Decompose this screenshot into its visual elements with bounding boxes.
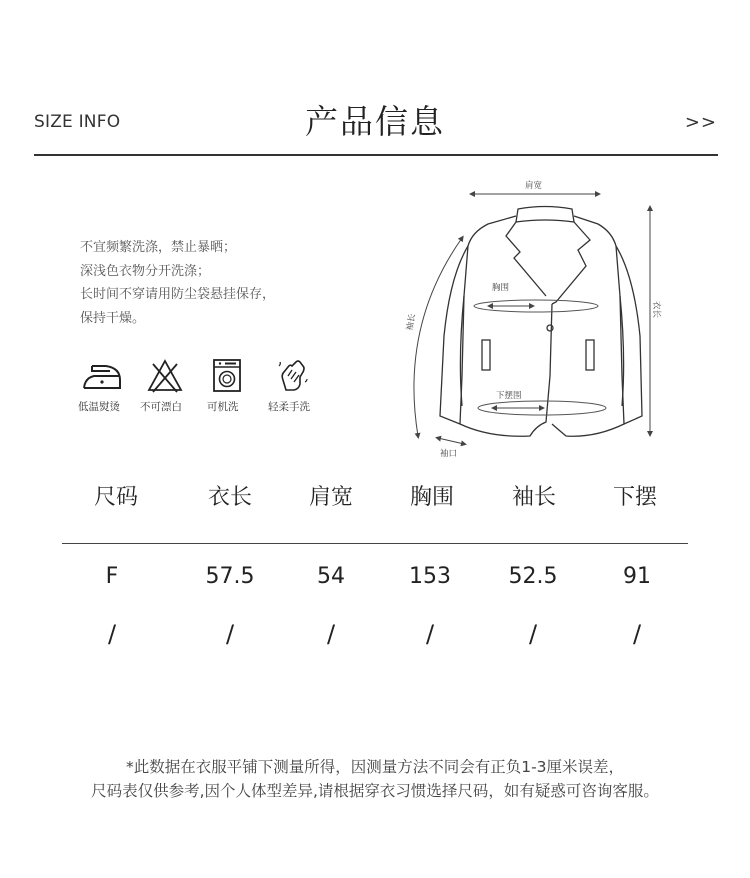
table-cell: F xyxy=(105,564,119,589)
size-info-label: SIZE INFO xyxy=(34,112,121,132)
column-header-chest: 胸围 xyxy=(409,485,454,510)
column-header-size: 尺码 xyxy=(93,485,138,510)
cuff-arrow xyxy=(438,438,464,444)
page-title: 产品信息 xyxy=(305,102,445,141)
table-cell: / xyxy=(632,620,642,648)
length-label: 衣长 xyxy=(651,301,661,319)
header-divider xyxy=(34,154,718,156)
table-cell: / xyxy=(326,620,336,648)
care-line: 保持干燥。 xyxy=(80,310,146,326)
no-bleach-icon xyxy=(146,358,184,394)
table-divider xyxy=(62,543,688,544)
column-header-length: 衣长 xyxy=(207,485,252,510)
shoulder-label: 肩宽 xyxy=(525,181,543,191)
size-reference-note: 尺码表仅供参考,因个人体型差异,请根据穿衣习惯选择尺码，如有疑惑可咨询客服。 xyxy=(91,782,659,800)
machine-wash-icon xyxy=(211,358,243,394)
sleeve-label: 袖长 xyxy=(405,313,418,332)
column-header-hem: 下摆 xyxy=(612,485,657,510)
table-cell: 54 xyxy=(317,564,345,589)
table-cell: / xyxy=(225,620,235,648)
care-icon-label: 轻柔手洗 xyxy=(268,401,310,413)
care-instructions xyxy=(80,236,275,330)
gentle-hand-wash-icon xyxy=(274,358,310,394)
column-header-sleeve: 袖长 xyxy=(511,485,556,510)
chest-label: 胸围 xyxy=(492,283,510,293)
hem-label: 下摆围 xyxy=(496,391,522,401)
table-cell: 91 xyxy=(623,564,651,589)
sleeve-arrow xyxy=(414,238,462,436)
care-icon-label: 可机洗 xyxy=(207,401,239,413)
table-cell: / xyxy=(528,620,538,648)
column-header-shoulder: 肩宽 xyxy=(308,485,353,510)
table-cell: / xyxy=(425,620,435,648)
cuff-label: 袖口 xyxy=(440,449,458,459)
measurement-note: *此数据在衣服平铺下测量所得，因测量方法不同会有正负1-3厘米误差， xyxy=(125,758,625,776)
care-icon-label: 不可漂白 xyxy=(140,401,182,413)
jacket-measurement-diagram xyxy=(405,176,680,462)
care-line: 深浅色衣物分开洗涤； xyxy=(80,263,211,279)
low-temp-iron-icon xyxy=(80,358,124,394)
jacket-outline xyxy=(440,207,642,437)
care-icon-label: 低温熨烫 xyxy=(78,401,120,413)
table-cell: 52.5 xyxy=(508,564,558,589)
table-cell: 153 xyxy=(409,564,451,589)
care-line: 不宜频繁洗涤，禁止暴晒； xyxy=(80,240,237,255)
care-line: 长时间不穿请用防尘袋悬挂保存， xyxy=(80,287,276,302)
table-cell: / xyxy=(107,620,117,648)
next-arrow[interactable]: >> xyxy=(684,112,717,133)
table-cell: 57.5 xyxy=(205,564,255,589)
